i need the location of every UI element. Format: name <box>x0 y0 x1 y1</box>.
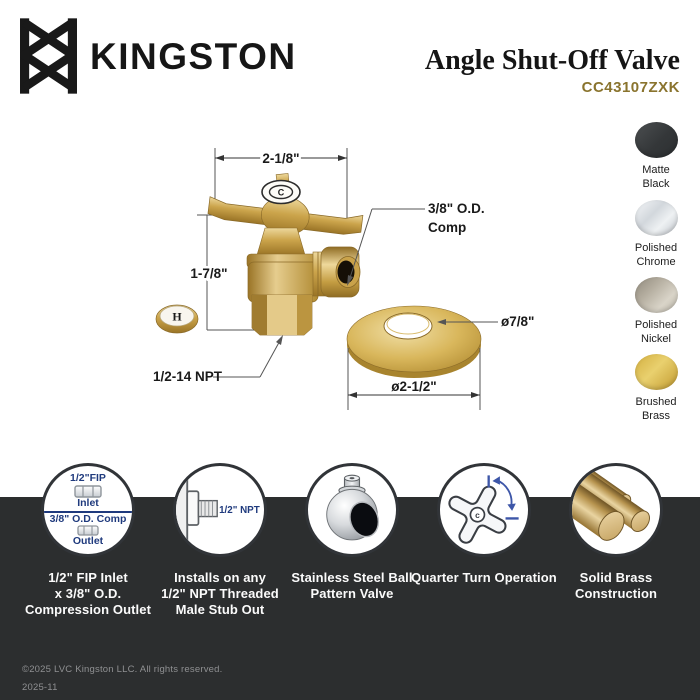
kingston-logo-icon <box>20 14 77 103</box>
model-number: CC43107ZXK <box>581 79 680 97</box>
feature-caption: Installs on any 1/2" NPT Threaded Male Stub Out <box>161 570 279 617</box>
valve-technical-drawing <box>115 128 565 428</box>
cold-button-letter: C <box>277 187 285 198</box>
finish-option-polished-chrome <box>618 200 694 270</box>
nut-icon <box>74 485 102 498</box>
npt-stubout-icon <box>173 463 267 557</box>
comp-outlet-label: Outlet <box>72 535 104 548</box>
polished-nickel-swatch-icon <box>635 277 678 313</box>
quarter-handle-letter: c <box>475 509 480 520</box>
hot-button-letter: H <box>172 309 182 324</box>
finish-label: Matte Black <box>642 164 670 190</box>
polished-chrome-swatch-icon <box>635 200 678 236</box>
inlet-thread-label: 1/2-14 NPT <box>153 369 223 384</box>
flange-diameter-label: ø2-1/2" <box>391 379 437 394</box>
npt-size-label: 1/2" NPT <box>219 504 260 516</box>
finish-option-matte-black <box>618 122 694 192</box>
brand-wordmark: KINGSTON <box>90 36 297 77</box>
page-title: Angle Shut-Off Valve <box>424 45 680 76</box>
brushed-brass-swatch-icon <box>635 354 678 390</box>
hex-inlet <box>252 295 312 335</box>
finish-label: Polished Chrome <box>634 242 678 268</box>
feature-caption: 1/2" FIP Inlet x 3/8" O.D. Compression Outlet <box>24 570 152 617</box>
finish-label: Brushed Brass <box>635 396 677 422</box>
flange-hole-label: ø7/8" <box>501 314 535 329</box>
dim-label-width: 2-1/8" <box>262 151 300 166</box>
date-code: 2025-11 <box>22 682 58 693</box>
feature-caption: Quarter Turn Operation <box>411 570 557 585</box>
finish-option-brushed-brass <box>618 354 694 424</box>
outlet-label-line1: 3/8" O.D. <box>428 201 485 216</box>
comp-size-label: 3/8" O.D. Comp <box>49 512 127 525</box>
outlet-label-line2: Comp <box>428 220 467 235</box>
brass-rods-icon <box>569 463 663 557</box>
copyright-text: ©2025 LVC Kingston LLC. All rights reserved. <box>22 664 223 675</box>
fip-inlet-label: Inlet <box>77 496 99 509</box>
ball-valve-icon <box>305 463 399 557</box>
finish-label: Polished Nickel <box>634 319 678 345</box>
dim-label-height: 1-7/8" <box>190 266 228 281</box>
escutcheon-flange <box>347 306 481 378</box>
feature-caption: Solid Brass Construction <box>574 570 658 601</box>
hot-index-cap <box>156 305 198 333</box>
quarter-turn-icon <box>437 463 531 557</box>
fip-size-label: 1/2"FIP <box>70 472 106 484</box>
fip-compression-icon <box>41 463 135 557</box>
feature-caption: Stainless Steel Ball Pattern Valve <box>291 570 413 601</box>
title-block <box>425 46 680 96</box>
finish-option-polished-nickel <box>618 277 694 347</box>
matte-black-swatch-icon <box>635 122 678 158</box>
